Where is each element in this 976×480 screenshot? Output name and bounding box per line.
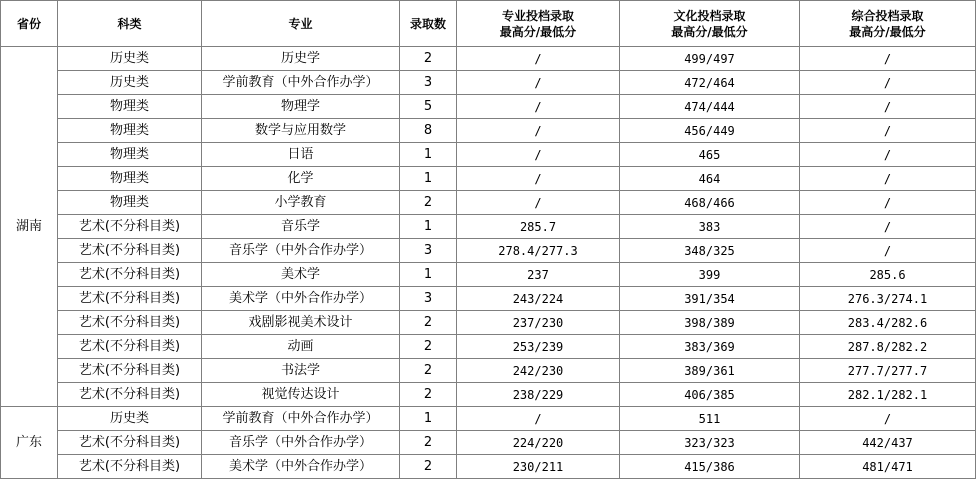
table-row xyxy=(1,287,976,311)
professional-score-cell: 285.7 xyxy=(457,215,620,239)
table-row xyxy=(1,239,976,263)
category-cell: 历史类 xyxy=(58,407,202,431)
cultural-score-cell: 323/323 xyxy=(620,431,800,455)
composite-score-cell: 481/471 xyxy=(800,455,976,479)
count-cell: 1 xyxy=(400,143,457,167)
count-cell: 2 xyxy=(400,47,457,71)
professional-score-cell: 230/211 xyxy=(457,455,620,479)
major-cell: 音乐学（中外合作办学） xyxy=(202,239,400,263)
composite-score-cell: 285.6 xyxy=(800,263,976,287)
header-category: 科类 xyxy=(58,1,202,47)
professional-score-cell: / xyxy=(457,47,620,71)
major-cell: 历史学 xyxy=(202,47,400,71)
header-province: 省份 xyxy=(1,1,58,47)
cultural-score-cell: 468/466 xyxy=(620,191,800,215)
header-composite-score xyxy=(800,1,976,47)
major-cell: 书法学 xyxy=(202,359,400,383)
count-cell: 5 xyxy=(400,95,457,119)
table-row xyxy=(1,263,976,287)
composite-score-cell: / xyxy=(800,71,976,95)
table-row xyxy=(1,431,976,455)
major-cell: 数学与应用数学 xyxy=(202,119,400,143)
category-cell: 艺术(不分科目类) xyxy=(58,287,202,311)
composite-score-cell: 442/437 xyxy=(800,431,976,455)
cultural-score-cell: 511 xyxy=(620,407,800,431)
professional-score-cell: / xyxy=(457,191,620,215)
count-cell: 3 xyxy=(400,287,457,311)
composite-score-cell: 283.4/282.6 xyxy=(800,311,976,335)
cultural-score-cell: 383 xyxy=(620,215,800,239)
table-row xyxy=(1,119,976,143)
category-cell: 艺术(不分科目类) xyxy=(58,263,202,287)
composite-score-cell: / xyxy=(800,47,976,71)
category-cell: 历史类 xyxy=(58,71,202,95)
composite-score-cell: / xyxy=(800,167,976,191)
category-cell: 艺术(不分科目类) xyxy=(58,383,202,407)
category-cell: 艺术(不分科目类) xyxy=(58,311,202,335)
category-cell: 历史类 xyxy=(58,47,202,71)
category-cell: 艺术(不分科目类) xyxy=(58,359,202,383)
count-cell: 1 xyxy=(400,167,457,191)
composite-score-cell: / xyxy=(800,95,976,119)
province-cell: 湖南 xyxy=(1,47,58,407)
professional-score-cell: 242/230 xyxy=(457,359,620,383)
professional-score-cell: 237 xyxy=(457,263,620,287)
cultural-score-cell: 406/385 xyxy=(620,383,800,407)
composite-score-cell: / xyxy=(800,119,976,143)
cultural-score-cell: 465 xyxy=(620,143,800,167)
header-composite-score-line1: 综合投档录取 xyxy=(851,8,924,23)
table-row xyxy=(1,311,976,335)
table-row xyxy=(1,71,976,95)
major-cell: 日语 xyxy=(202,143,400,167)
category-cell: 艺术(不分科目类) xyxy=(58,455,202,479)
composite-score-cell: 276.3/274.1 xyxy=(800,287,976,311)
header-professional-score xyxy=(457,1,620,47)
count-cell: 3 xyxy=(400,71,457,95)
header-cultural-score xyxy=(620,1,800,47)
table-row xyxy=(1,407,976,431)
major-cell: 化学 xyxy=(202,167,400,191)
cultural-score-cell: 472/464 xyxy=(620,71,800,95)
category-cell: 艺术(不分科目类) xyxy=(58,239,202,263)
professional-score-cell: 224/220 xyxy=(457,431,620,455)
count-cell: 1 xyxy=(400,263,457,287)
cultural-score-cell: 398/389 xyxy=(620,311,800,335)
table-row xyxy=(1,383,976,407)
count-cell: 2 xyxy=(400,431,457,455)
professional-score-cell: 253/239 xyxy=(457,335,620,359)
count-cell: 2 xyxy=(400,191,457,215)
composite-score-cell: / xyxy=(800,191,976,215)
count-cell: 2 xyxy=(400,311,457,335)
count-cell: 3 xyxy=(400,239,457,263)
major-cell: 美术学 xyxy=(202,263,400,287)
table-body xyxy=(1,47,976,479)
table-row xyxy=(1,335,976,359)
category-cell: 艺术(不分科目类) xyxy=(58,335,202,359)
province-cell: 广东 xyxy=(1,407,58,479)
composite-score-cell: / xyxy=(800,215,976,239)
composite-score-cell: 287.8/282.2 xyxy=(800,335,976,359)
header-major: 专业 xyxy=(202,1,400,47)
major-cell: 美术学（中外合作办学） xyxy=(202,455,400,479)
professional-score-cell: 243/224 xyxy=(457,287,620,311)
category-cell: 物理类 xyxy=(58,167,202,191)
professional-score-cell: 238/229 xyxy=(457,383,620,407)
category-cell: 艺术(不分科目类) xyxy=(58,215,202,239)
count-cell: 2 xyxy=(400,359,457,383)
major-cell: 视觉传达设计 xyxy=(202,383,400,407)
professional-score-cell: / xyxy=(457,95,620,119)
header-cultural-score-line1: 文化投档录取 xyxy=(673,8,746,23)
professional-score-cell: / xyxy=(457,407,620,431)
header-row xyxy=(1,1,976,47)
cultural-score-cell: 456/449 xyxy=(620,119,800,143)
category-cell: 物理类 xyxy=(58,143,202,167)
professional-score-cell: 278.4/277.3 xyxy=(457,239,620,263)
major-cell: 戏剧影视美术设计 xyxy=(202,311,400,335)
major-cell: 学前教育（中外合作办学） xyxy=(202,71,400,95)
table-row xyxy=(1,359,976,383)
professional-score-cell: / xyxy=(457,71,620,95)
count-cell: 1 xyxy=(400,407,457,431)
major-cell: 动画 xyxy=(202,335,400,359)
professional-score-cell: / xyxy=(457,143,620,167)
header-cultural-score-line2: 最高分/最低分 xyxy=(671,24,748,39)
header-composite-score-line2: 最高分/最低分 xyxy=(849,24,926,39)
header-professional-score-line2: 最高分/最低分 xyxy=(499,24,577,39)
professional-score-cell: / xyxy=(457,119,620,143)
count-cell: 2 xyxy=(400,335,457,359)
cultural-score-cell: 474/444 xyxy=(620,95,800,119)
category-cell: 物理类 xyxy=(58,119,202,143)
major-cell: 美术学（中外合作办学） xyxy=(202,287,400,311)
table-row xyxy=(1,191,976,215)
major-cell: 音乐学 xyxy=(202,215,400,239)
header-professional-score-line1: 专业投档录取 xyxy=(501,8,574,23)
major-cell: 小学教育 xyxy=(202,191,400,215)
professional-score-cell: 237/230 xyxy=(457,311,620,335)
cultural-score-cell: 399 xyxy=(620,263,800,287)
table-row xyxy=(1,143,976,167)
cultural-score-cell: 415/386 xyxy=(620,455,800,479)
category-cell: 物理类 xyxy=(58,95,202,119)
composite-score-cell: / xyxy=(800,407,976,431)
table-row xyxy=(1,215,976,239)
table-row xyxy=(1,455,976,479)
composite-score-cell: / xyxy=(800,239,976,263)
table-row xyxy=(1,47,976,71)
count-cell: 2 xyxy=(400,383,457,407)
count-cell: 1 xyxy=(400,215,457,239)
cultural-score-cell: 383/369 xyxy=(620,335,800,359)
major-cell: 音乐学（中外合作办学） xyxy=(202,431,400,455)
table-header xyxy=(1,1,976,47)
composite-score-cell: 277.7/277.7 xyxy=(800,359,976,383)
cultural-score-cell: 348/325 xyxy=(620,239,800,263)
cultural-score-cell: 499/497 xyxy=(620,47,800,71)
category-cell: 物理类 xyxy=(58,191,202,215)
professional-score-cell: / xyxy=(457,167,620,191)
major-cell: 物理学 xyxy=(202,95,400,119)
count-cell: 2 xyxy=(400,455,457,479)
category-cell: 艺术(不分科目类) xyxy=(58,431,202,455)
cultural-score-cell: 391/354 xyxy=(620,287,800,311)
cultural-score-cell: 389/361 xyxy=(620,359,800,383)
composite-score-cell: / xyxy=(800,143,976,167)
composite-score-cell: 282.1/282.1 xyxy=(800,383,976,407)
count-cell: 8 xyxy=(400,119,457,143)
header-count: 录取数 xyxy=(400,1,457,47)
major-cell: 学前教育（中外合作办学） xyxy=(202,407,400,431)
table-row xyxy=(1,167,976,191)
table-row xyxy=(1,95,976,119)
cultural-score-cell: 464 xyxy=(620,167,800,191)
